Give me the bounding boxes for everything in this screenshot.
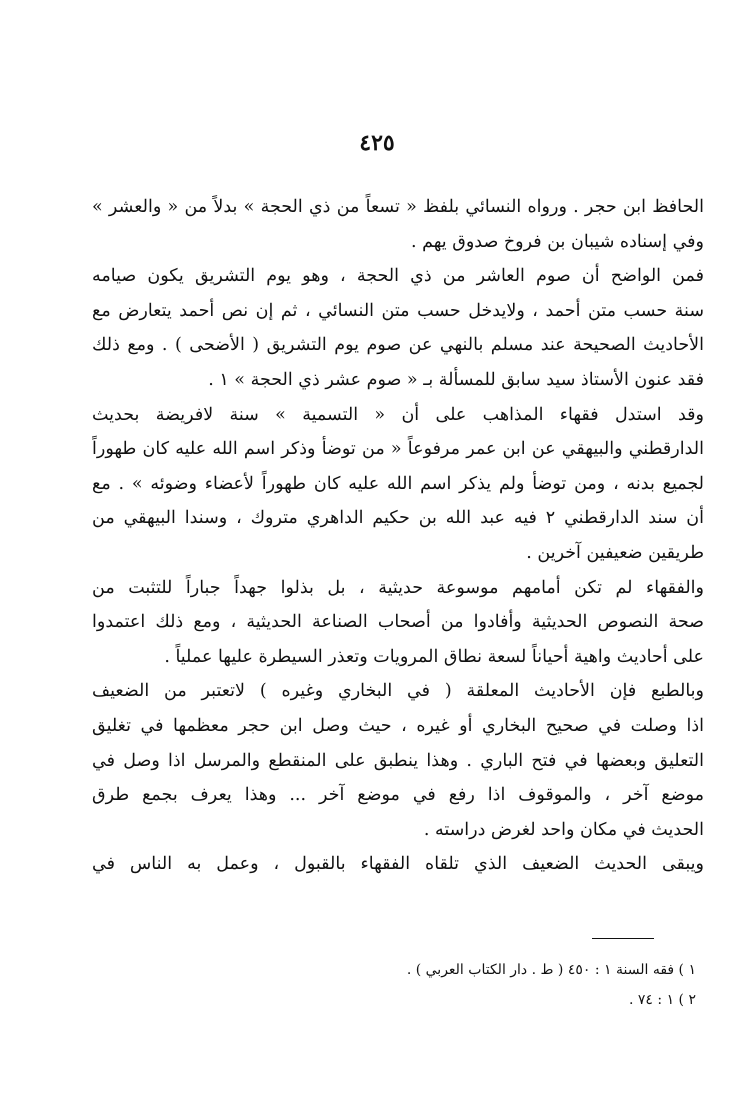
text-line: على أحاديث واهية أحياناً لسعة نطاق المرويات وتعذر السيطرة عليها عملياً . [164, 646, 704, 667]
text-line: الحديث في مكان واحد لغرض دراسته . [423, 819, 704, 840]
footnote-2: ٢ ) ١ : ٧٤ . [628, 992, 696, 1008]
text-line: موضع آخر ، والموقوف اذا رفع في موضع آخر ... وهذا يعرف بجمع طرق [92, 785, 704, 806]
text-line: وبالطبع فإن الأحاديث المعلقة ( في البخاري وغيره ) لاتعتبر من الضعيف [92, 681, 704, 702]
page-number: ٤٢٥ [359, 130, 395, 156]
body-text [92, 190, 704, 882]
text-line: أن سند الدارقطني ٢ فيه عبد الله بن حكيم الداهري متروك ، وسندا البيهقي من [92, 508, 704, 529]
text-line: فقد عنون الأستاذ سيد سابق للمسألة بـ « صوم عشر ذي الحجة » ١ . [208, 369, 704, 390]
text-line: والفقهاء لم تكن أمامهم موسوعة حديثية ، بل بذلوا جهداً جباراً للتثبت من [92, 577, 704, 598]
text-line: صحة النصوص الحديثية وأفادوا من أصحاب الصناعة الحديثية ، ومع ذلك اعتمدوا [92, 612, 704, 633]
text-line: طريقين ضعيفين آخرين . [526, 542, 704, 563]
text-line: سنة حسب متن أحمد ، ولايدخل حسب متن النسائي ، ثم إن نص أحمد يتعارض مع [92, 300, 704, 321]
footnote-divider [592, 938, 654, 939]
footnotes [300, 955, 696, 1015]
text-line: الدارقطني والبيهقي عن ابن عمر مرفوعاً « من توضأ وذكر اسم الله عليه كان طهوراً [92, 439, 704, 460]
text-line: اذا وصلت في صحيح البخاري أو غيره ، حيث وصل ابن حجر معظمها في تغليق [92, 715, 704, 736]
text-line: وفي إسناده شيبان بن فروخ صدوق يهم . [410, 231, 704, 252]
text-line: الأحاديث الصحيحة عند مسلم بالنهي عن صوم يوم التشريق ( الأضحى ) . ومع ذلك [92, 335, 704, 356]
text-line: فمن الواضح أن صوم العاشر من ذي الحجة ، وهو يوم التشريق يكون صيامه [92, 266, 704, 287]
text-line: وقد استدل فقهاء المذاهب على أن « التسمية » سنة لافريضة بحديث [92, 404, 704, 425]
text-line: التعليق وبعضها في فتح الباري . وهذا ينطبق على المنقطع والمرسل اذا وصل في [92, 750, 704, 771]
text-line: لجميع بدنه ، ومن توضأ ولم يذكر اسم الله عليه كان طهوراً لأعضاء وضوئه » . مع [92, 473, 704, 494]
text-line: الحافظ ابن حجر . ورواه النسائي بلفظ « تسعاً من ذي الحجة » بدلاً من « والعشر » [92, 197, 704, 217]
footnote-1: ١ ) فقه السنة ١ : ٤٥٠ ( ط . دار الكتاب العربي ) . [406, 962, 696, 978]
text-line: ويبقى الحديث الضعيف الذي تلقاه الفقهاء بالقبول ، وعمل به الناس في [92, 854, 704, 875]
